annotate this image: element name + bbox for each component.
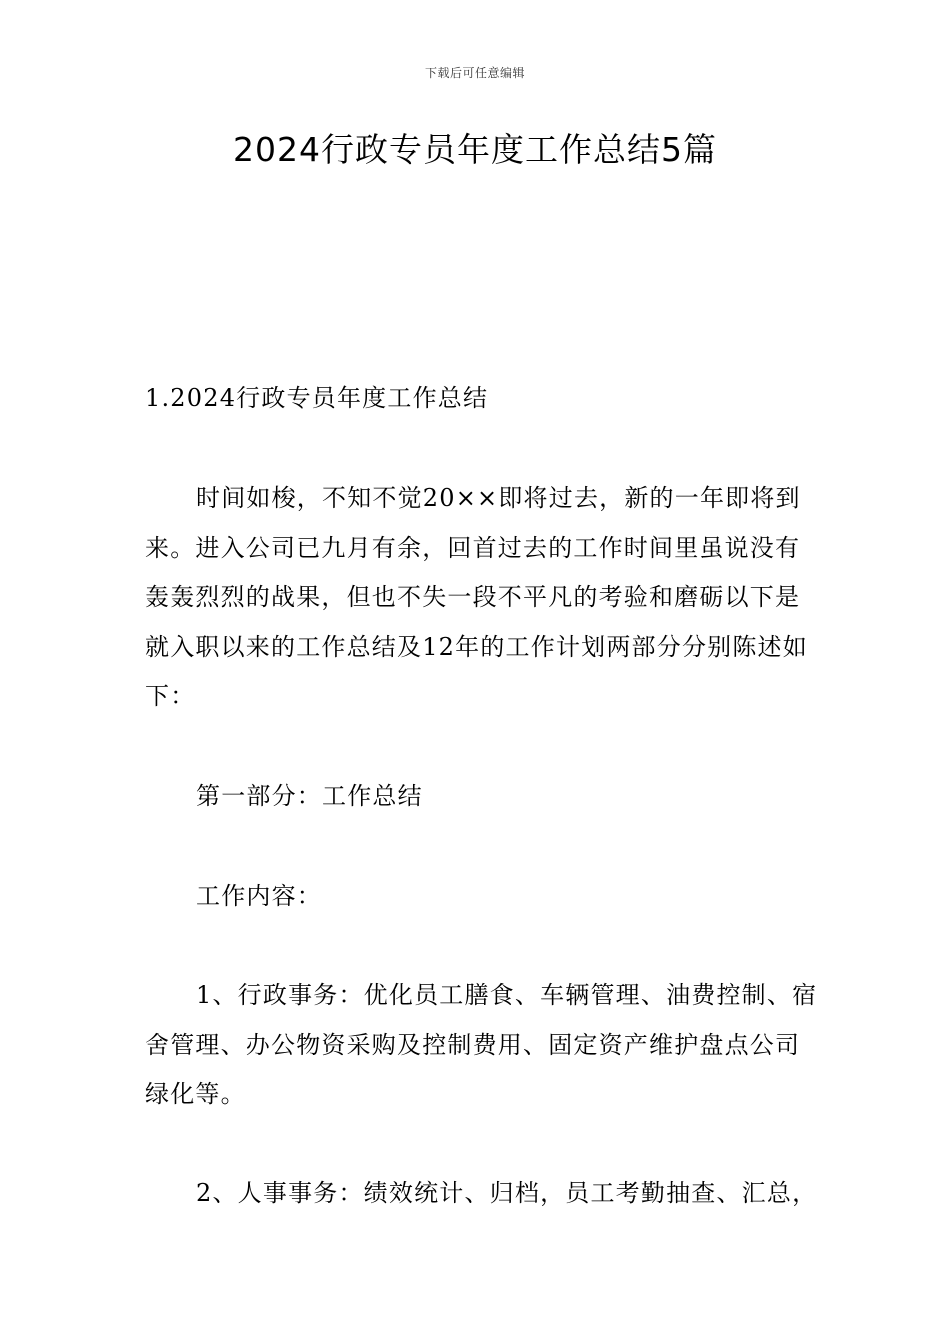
- paragraph-work-content: 工作内容：: [196, 882, 322, 910]
- paragraph-item-2: 2、人事事务：绩效统计、归档，员工考勤抽查、汇总，: [196, 1179, 818, 1207]
- paragraph-part-one: 第一部分：工作总结: [196, 782, 423, 810]
- header-note: 下载后可任意编辑: [424, 66, 525, 80]
- document-title: 2024行政专员年度工作总结5篇: [233, 130, 717, 169]
- section-heading: 1.2024行政专员年度工作总结: [145, 384, 489, 412]
- paragraph-intro: 时间如梭，不知不觉20××即将过去，新的一年即将到来。进入公司已九月有余，回首过去的工作时间里虽说没有轰轰烈烈的战果，但也不失一段不平凡的考验和磨砺以下是就入职以来的工作总结及12年的工作计划两部分分别陈述如下：: [145, 484, 808, 710]
- paragraph-item-1: 1、行政事务：优化员工膳食、车辆管理、油费控制、宿舍管理、办公物资采购及控制费用、固定资产维护盘点公司绿化等。: [145, 981, 818, 1108]
